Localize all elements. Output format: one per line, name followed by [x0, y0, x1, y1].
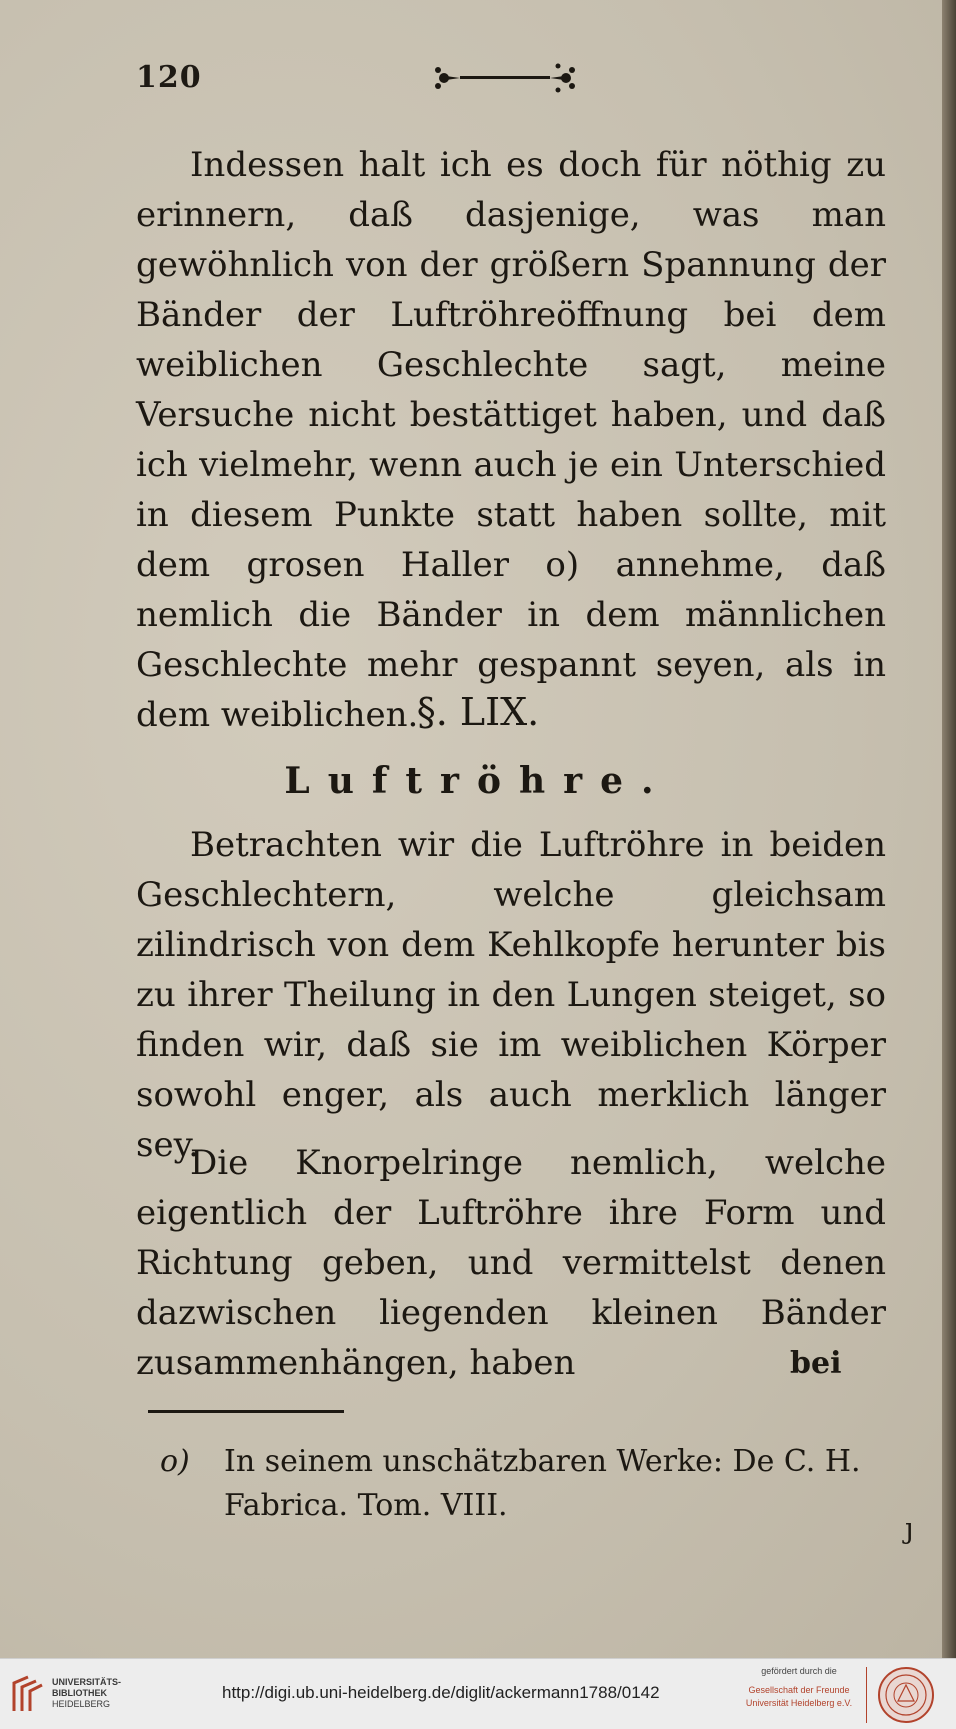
footer-bar: [0, 1658, 956, 1729]
university-seal-icon[interactable]: [876, 1665, 936, 1725]
page-number: 120: [136, 60, 202, 95]
paragraph-3: Die Knorpelringe nemlich, welche eigentlich der Luftröhre ihre Form und Richtung geben, und vermittelst denen dazwischen liegenden kleinen Bänder zusammenhängen, haben: [136, 1143, 886, 1383]
library-name-line-1: UNIVERSITÄTS-: [52, 1677, 122, 1687]
corner-mark: ȷ: [905, 1512, 914, 1545]
library-name-line-3: HEIDELBERG: [52, 1699, 111, 1709]
footnote-continuation: Fabrica. Tom. VIII.: [224, 1488, 508, 1523]
sponsor-credit: [738, 1665, 860, 1710]
library-name-line-2: BIBLIOTHEK: [52, 1688, 107, 1698]
sponsor-name-line-1: Gesellschaft der Freunde: [748, 1685, 850, 1695]
paragraph-1: Indessen halt ich es doch für nöthig zu erinnern, daß dasjenige, was man gewöhnlich von der größern Spannung der Bänder der Luftröhreöffnung bei dem weiblichen Geschlechte sagt, meine Versuche nicht bestättiget haben, und daß ich vielmehr, wenn auch je ein Unterschied in diesem Punkte statt haben sollte, mit dem grosen Haller o) annehme, daß nemlich die Bänder in dem männlichen Geschlechte mehr gespannt seyen, als in dem weiblichen.: [136, 145, 886, 735]
sponsor-heading: gefördert durch die: [761, 1666, 837, 1676]
footnote-text: In seinem unschätzbaren Werke: De C. H.: [224, 1444, 861, 1479]
sponsor-divider: [866, 1667, 867, 1723]
university-library-logo-icon[interactable]: [10, 1673, 46, 1715]
fleuron-ornament-icon: [430, 58, 580, 98]
page-edge-shadow: [942, 0, 956, 1658]
sponsor-name-line-2: Universität Heidelberg e.V.: [745, 1698, 853, 1708]
footnote-marker: o): [160, 1444, 190, 1479]
paragraph-2: Betrachten wir die Luftröhre in beiden Geschlechtern, welche gleichsam zilindrisch von dem Kehlkopfe herunter bis zu ihrer Theilung in den Lungen steiget, so finden wir, daß sie im weiblichen Körper sowohl enger, als auch merklich länger sey.: [136, 825, 886, 1165]
library-name: [52, 1677, 142, 1710]
catchword: bei: [790, 1346, 842, 1381]
footnote-divider: [148, 1410, 344, 1413]
footnote: [160, 1440, 890, 1528]
permalink-url[interactable]: http://digi.ub.uni-heidelberg.de/diglit/ackermann1788/0142: [222, 1683, 660, 1702]
section-number: §. LIX.: [416, 690, 540, 734]
section-title: Luftröhre.: [284, 760, 672, 802]
